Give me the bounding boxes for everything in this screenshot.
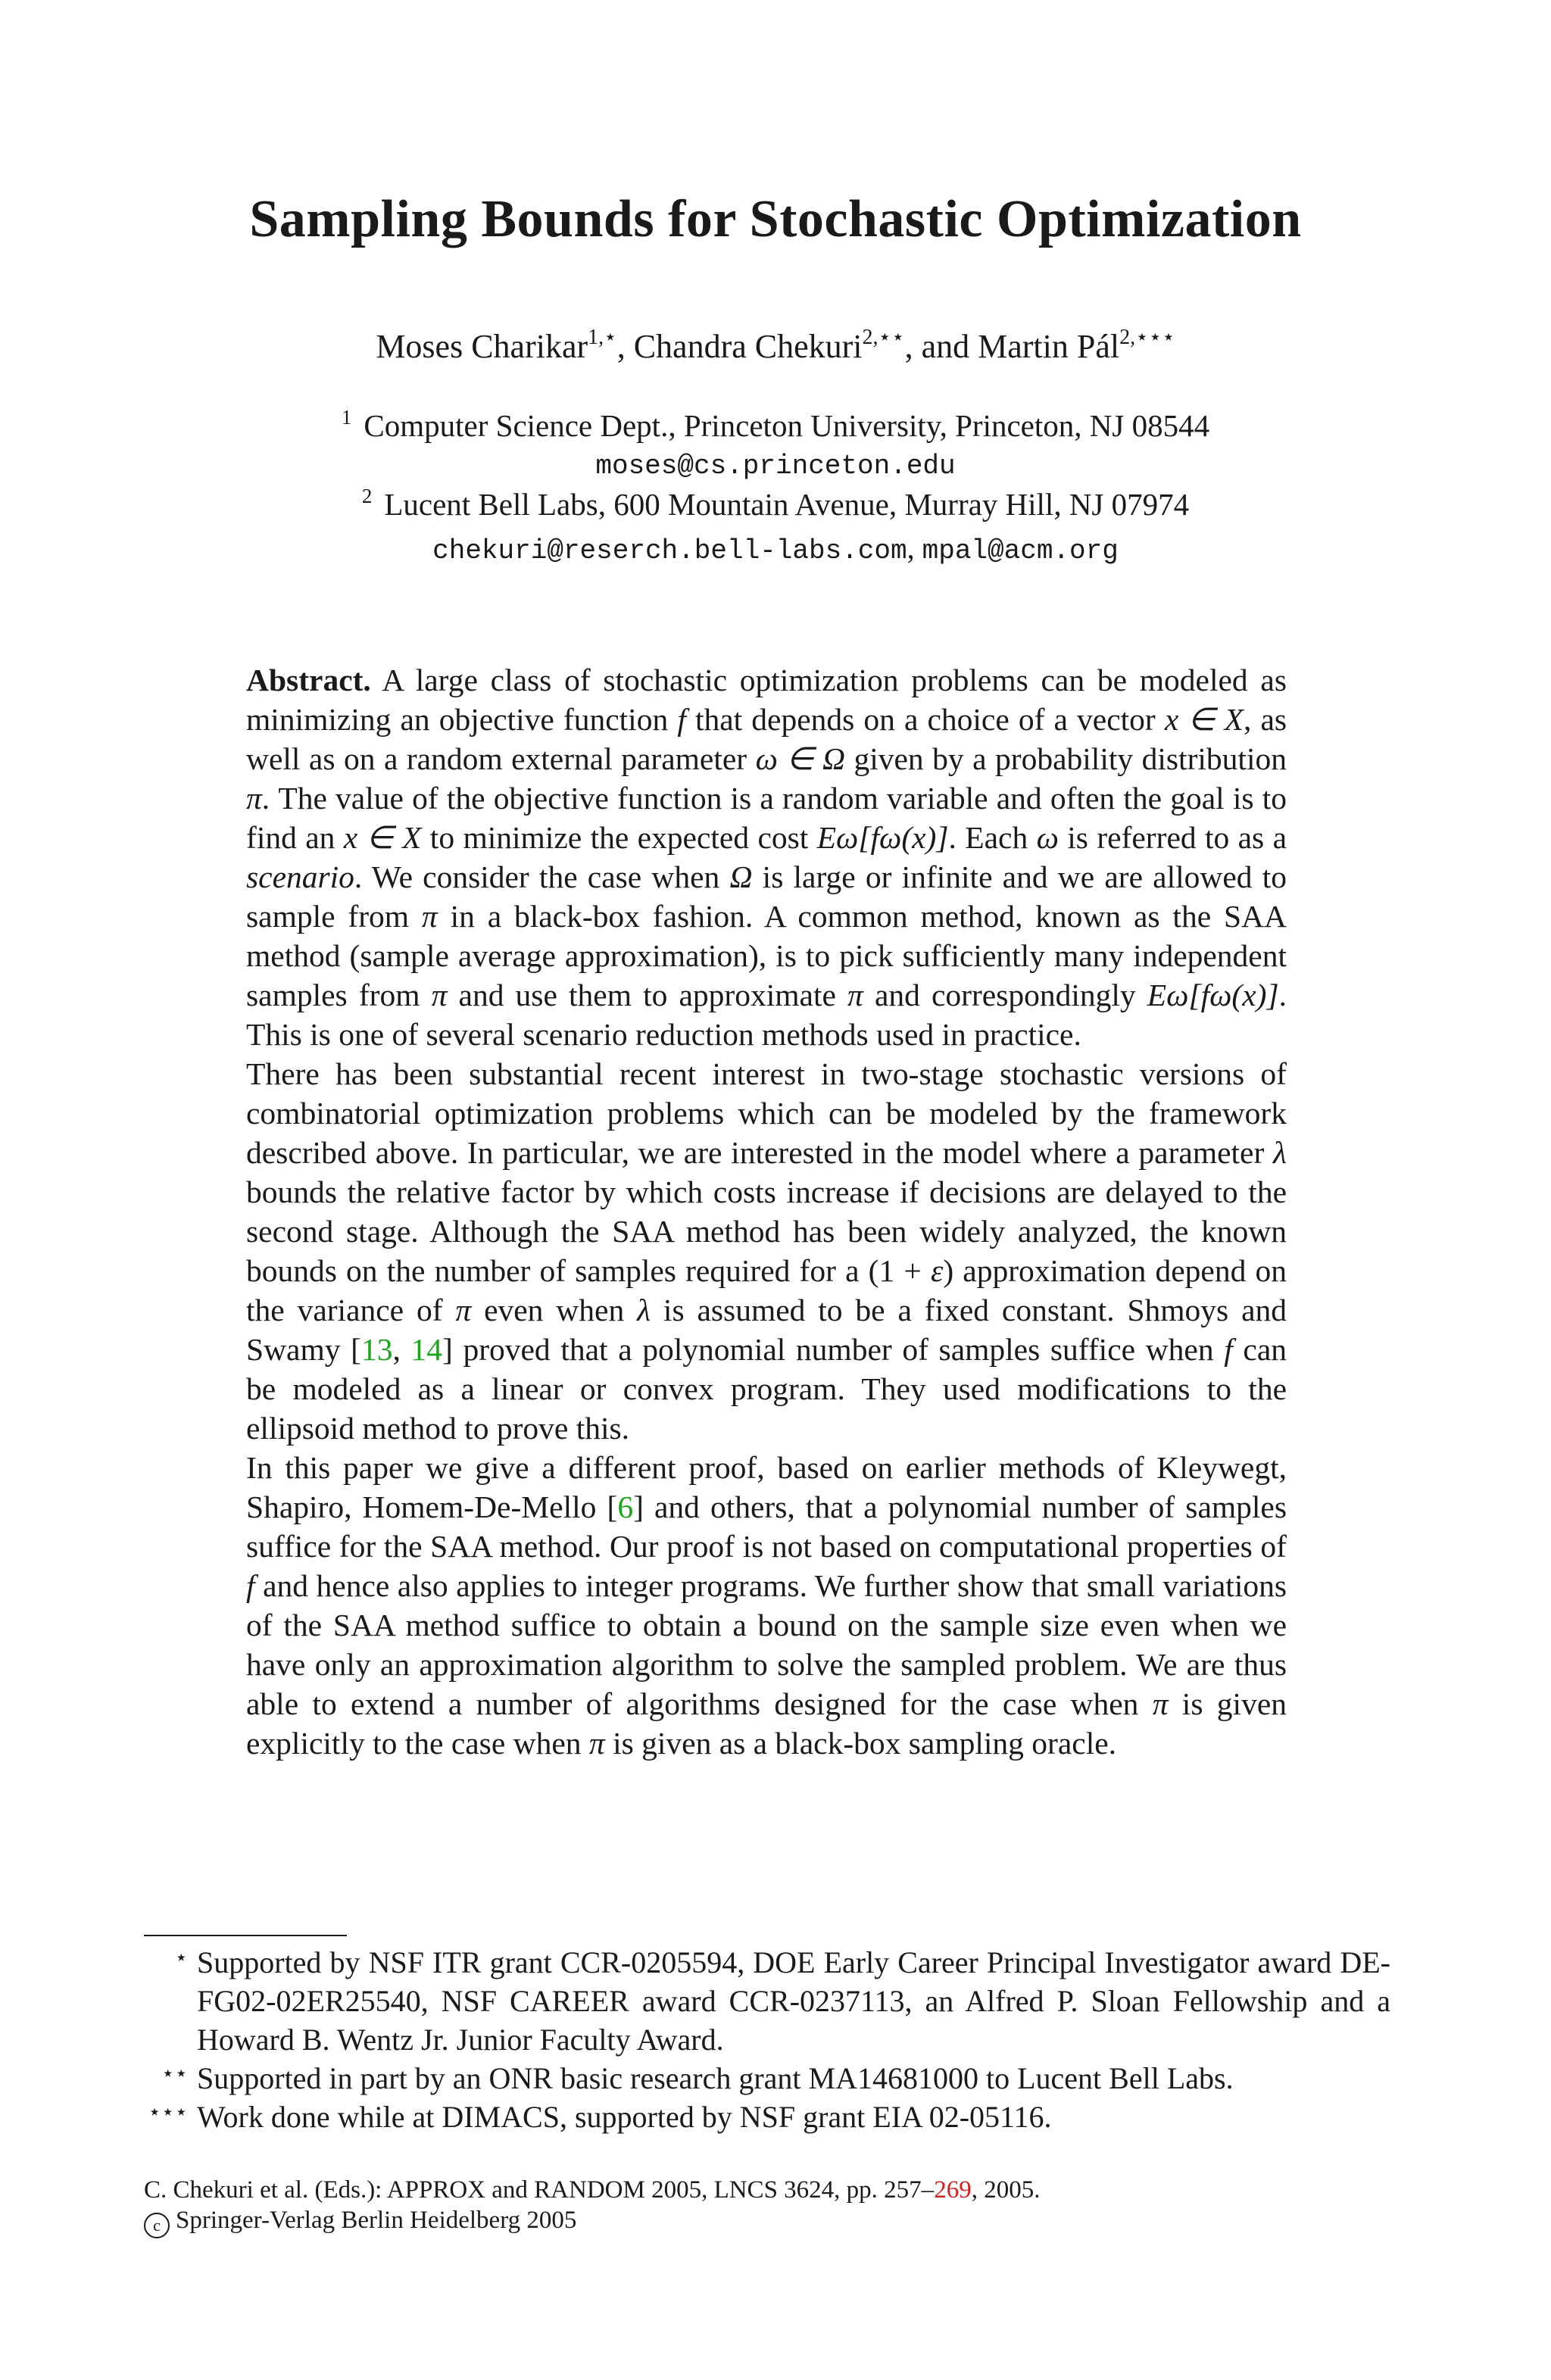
text: ) approximation depend on the variance of xyxy=(246,1253,1287,1327)
text: , xyxy=(392,1332,411,1367)
footnote-text: Supported by NSF ITR grant CCR-0205594, DOE Early Career Principal Investigator award DE-FG02-02ER25540, NSF CAREER award CCR-0237113, an Alfred P. Sloan Fellowship and a Howard B. Wentz Jr. Junior Faculty Award. xyxy=(197,1945,1390,2057)
math: π xyxy=(431,978,448,1012)
text: given by a probability distribution xyxy=(845,741,1287,776)
affiliation-2 xyxy=(0,486,1551,522)
abstract-paragraph-3 xyxy=(246,1448,1287,1763)
footnote-mark: ⋆⋆⋆ xyxy=(148,2101,188,2124)
citation-link-13[interactable]: 13 xyxy=(360,1332,393,1367)
citation-link-6[interactable]: 6 xyxy=(617,1489,634,1524)
end-page-link[interactable]: 269 xyxy=(934,2176,972,2204)
text: is assumed to be a fixed constant. Shmoys and Swamy [ xyxy=(246,1293,1287,1367)
math: π xyxy=(455,1293,472,1327)
text: There has been substantial recent interest in two-stage stochastic versions of combinatorial optimization problems which can be modeled by the framework described above. In particular, we are interested in the model where a parameter xyxy=(246,1056,1287,1170)
copyright-icon: c xyxy=(144,2213,170,2238)
affiliation-1 xyxy=(0,407,1551,444)
footnote-mark: ⋆⋆ xyxy=(161,2062,188,2085)
paper-title: Sampling Bounds for Stochastic Optimization xyxy=(249,190,1302,248)
text: and use them to approximate xyxy=(447,978,848,1012)
footnotes xyxy=(144,1943,1390,2136)
math: π xyxy=(847,978,863,1012)
text: . We consider the case when xyxy=(354,859,730,894)
author-affiliation-mark: 1,⋆ xyxy=(588,326,617,349)
email-separator: , xyxy=(907,531,922,565)
math: ω xyxy=(1036,820,1059,855)
affiliation-text: Lucent Bell Labs, 600 Mountain Avenue, Murray Hill, NJ 07974 xyxy=(384,487,1190,522)
abstract-paragraph-1 xyxy=(246,660,1287,1054)
text: ] proved that a polynomial number of samples suffice when xyxy=(442,1332,1225,1367)
text: in a black-box fashion. A common method, known as the SAA method (sample average approximation), is to pick sufficiently many independent samples from xyxy=(246,899,1287,1012)
abstract-label: Abstract. xyxy=(246,663,371,697)
affiliation-text: Computer Science Dept., Princeton University, Princeton, NJ 08544 xyxy=(364,408,1210,443)
publication-info xyxy=(144,2175,1040,2238)
text: In this paper we give a different proof, based on earlier methods of Kleywegt, Shapiro, Homem-De-Mello [ xyxy=(246,1450,1287,1524)
text: , as well as on a random external parameter xyxy=(246,702,1287,776)
copyright-text: Springer-Verlag Berlin Heidelberg 2005 xyxy=(176,2207,577,2234)
math: π xyxy=(1152,1686,1169,1721)
footnote-2 xyxy=(144,2059,1390,2098)
text: can be modeled as a linear or convex program. They used modifications to the ellipsoid method to prove this. xyxy=(246,1332,1287,1446)
author-list xyxy=(0,327,1551,366)
footnote-text: Work done while at DIMACS, supported by NSF grant EIA 02-05116. xyxy=(197,2100,1052,2134)
author-affiliation-mark: 2,⋆⋆ xyxy=(862,326,905,349)
author-name: Chandra Chekuri xyxy=(633,328,863,365)
math: π xyxy=(421,899,438,934)
citation-text: , 2005. xyxy=(971,2176,1041,2204)
text: is given as a black-box sampling oracle. xyxy=(604,1726,1117,1761)
affiliation-number: 2 xyxy=(361,485,373,507)
footnote-1 xyxy=(144,1943,1390,2059)
text: A large class of stochastic optimization problems can be modeled as minimizing an objective function xyxy=(246,663,1287,737)
citation-link-14[interactable]: 14 xyxy=(410,1332,442,1367)
author-separator: , xyxy=(616,328,634,365)
citation-text: C. Chekuri et al. (Eds.): APPROX and RANDOM 2005, LNCS 3624, pp. 257– xyxy=(144,2176,935,2204)
math: π xyxy=(588,1726,605,1761)
math: ω ∈ Ω xyxy=(755,741,845,776)
author-separator: , and xyxy=(904,328,978,365)
text: is given explicitly to the case when xyxy=(246,1686,1287,1761)
text: bounds the relative factor by which costs increase if decisions are delayed to the second stage. Although the SAA method has been widely analyzed, the known bounds on the number of samples required for a (1 + xyxy=(246,1174,1287,1288)
email-mpal: mpal@acm.org xyxy=(922,535,1119,566)
math: λ xyxy=(1273,1135,1287,1170)
email-chekuri: chekuri@reserch.bell-labs.com xyxy=(432,535,907,566)
math: f xyxy=(677,702,686,737)
math: Eω[fω(x)] xyxy=(816,820,949,855)
math: Ω xyxy=(729,859,753,894)
footnote-text: Supported in part by an ONR basic research grant MA14681000 to Lucent Bell Labs. xyxy=(197,2061,1234,2095)
text: and correspondingly xyxy=(863,978,1147,1012)
footnote-divider xyxy=(144,1935,347,1936)
text: . The value of the objective function is a random variable and often the goal is to find an xyxy=(246,781,1287,855)
math: π xyxy=(246,781,262,816)
math: ε xyxy=(930,1253,944,1288)
affiliation-2-emails xyxy=(0,530,1551,566)
abstract xyxy=(246,660,1287,1763)
emphasis: scenario xyxy=(246,859,354,894)
footnote-mark: ⋆ xyxy=(174,1946,188,1970)
text: . Each xyxy=(948,820,1037,855)
text: and hence also applies to integer programs. We further show that small variations of the SAA method suffice to obtain a bound on the sample size even when we have only an approximation algorithm to solve the sampled problem. We are thus able to extend a number of algorithms designed for the case when xyxy=(246,1568,1287,1721)
text: to minimize the expected cost xyxy=(421,820,817,855)
affiliation-number: 1 xyxy=(341,406,352,429)
text: . This is one of several scenario reduction methods used in practice. xyxy=(246,978,1287,1052)
text: ] and others, that a polynomial number of samples suffice for the SAA method. Our proof is not based on computational properties of xyxy=(246,1489,1287,1564)
math: x ∈ X xyxy=(343,820,422,855)
author-name: Moses Charikar xyxy=(376,328,588,365)
text: that depends on a choice of a vector xyxy=(685,702,1165,737)
math: f xyxy=(1224,1332,1233,1367)
text: is large or infinite and we are allowed to sample from xyxy=(246,859,1287,934)
math: Eω[fω(x)] xyxy=(1147,978,1279,1012)
copyright-line xyxy=(144,2205,1040,2238)
text: is referred to as a xyxy=(1058,820,1287,855)
text: even when xyxy=(471,1293,638,1327)
abstract-paragraph-2 xyxy=(246,1054,1287,1448)
author-name: Martin Pál xyxy=(978,328,1120,365)
math: λ xyxy=(637,1293,651,1327)
math: x ∈ X xyxy=(1164,702,1244,737)
affiliation-1-email: moses@cs.princeton.edu xyxy=(595,451,956,482)
citation-line xyxy=(144,2175,1040,2205)
footnote-3 xyxy=(144,2098,1390,2136)
math: f xyxy=(246,1568,255,1603)
author-affiliation-mark: 2,⋆⋆⋆ xyxy=(1119,326,1175,349)
